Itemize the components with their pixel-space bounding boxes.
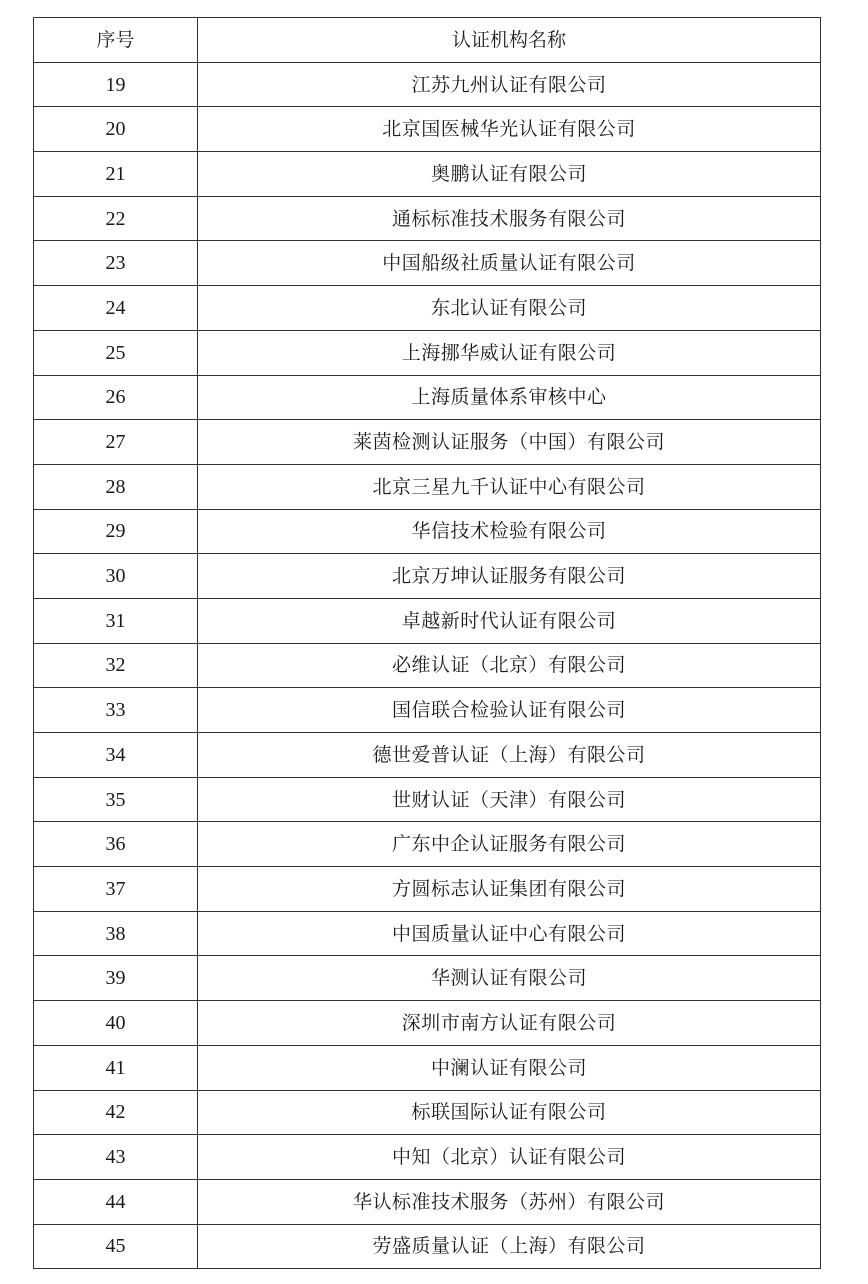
row-organization-name: 北京万坤认证服务有限公司 <box>198 554 821 599</box>
row-organization-name: 莱茵检测认证服务（中国）有限公司 <box>198 420 821 465</box>
table-row <box>34 286 821 331</box>
table-row <box>34 464 821 509</box>
row-organization-name: 标联国际认证有限公司 <box>198 1090 821 1135</box>
row-organization-name: 华信技术检验有限公司 <box>198 509 821 554</box>
table-row <box>34 911 821 956</box>
table-row <box>34 1224 821 1269</box>
table-row <box>34 1135 821 1180</box>
table-row <box>34 420 821 465</box>
row-organization-name: 必维认证（北京）有限公司 <box>198 643 821 688</box>
row-organization-name: 中国船级社质量认证有限公司 <box>198 241 821 286</box>
row-number: 26 <box>34 375 198 420</box>
table-row <box>34 688 821 733</box>
document-page <box>33 17 820 1269</box>
row-number: 38 <box>34 911 198 956</box>
table-row <box>34 1001 821 1046</box>
table-row <box>34 822 821 867</box>
row-number: 21 <box>34 152 198 197</box>
table-row <box>34 196 821 241</box>
table-row <box>34 107 821 152</box>
row-organization-name: 中澜认证有限公司 <box>198 1045 821 1090</box>
row-number: 44 <box>34 1179 198 1224</box>
row-number: 42 <box>34 1090 198 1135</box>
table-row <box>34 733 821 778</box>
row-organization-name: 北京三星九千认证中心有限公司 <box>198 464 821 509</box>
row-number: 40 <box>34 1001 198 1046</box>
row-number: 41 <box>34 1045 198 1090</box>
row-organization-name: 江苏九州认证有限公司 <box>198 62 821 107</box>
row-number: 24 <box>34 286 198 331</box>
row-number: 33 <box>34 688 198 733</box>
row-number: 31 <box>34 598 198 643</box>
table-row <box>34 330 821 375</box>
table-row <box>34 1179 821 1224</box>
row-number: 28 <box>34 464 198 509</box>
row-organization-name: 德世爱普认证（上海）有限公司 <box>198 733 821 778</box>
table-row <box>34 241 821 286</box>
row-organization-name: 广东中企认证服务有限公司 <box>198 822 821 867</box>
row-number: 36 <box>34 822 198 867</box>
row-organization-name: 深圳市南方认证有限公司 <box>198 1001 821 1046</box>
row-organization-name: 方圆标志认证集团有限公司 <box>198 867 821 912</box>
table-row <box>34 375 821 420</box>
row-number: 45 <box>34 1224 198 1269</box>
certification-body-table <box>33 17 821 1269</box>
row-organization-name: 卓越新时代认证有限公司 <box>198 598 821 643</box>
table-row <box>34 152 821 197</box>
table-row <box>34 62 821 107</box>
row-number: 32 <box>34 643 198 688</box>
row-organization-name: 世财认证（天津）有限公司 <box>198 777 821 822</box>
header-number: 序号 <box>34 18 198 63</box>
row-organization-name: 中知（北京）认证有限公司 <box>198 1135 821 1180</box>
row-organization-name: 中国质量认证中心有限公司 <box>198 911 821 956</box>
row-organization-name: 上海质量体系审核中心 <box>198 375 821 420</box>
header-name: 认证机构名称 <box>198 18 821 63</box>
table-row <box>34 643 821 688</box>
table-row <box>34 554 821 599</box>
row-number: 34 <box>34 733 198 778</box>
row-organization-name: 通标标准技术服务有限公司 <box>198 196 821 241</box>
table-row <box>34 509 821 554</box>
row-organization-name: 东北认证有限公司 <box>198 286 821 331</box>
table-row <box>34 777 821 822</box>
row-number: 35 <box>34 777 198 822</box>
row-number: 27 <box>34 420 198 465</box>
row-number: 22 <box>34 196 198 241</box>
row-organization-name: 奥鹏认证有限公司 <box>198 152 821 197</box>
row-number: 23 <box>34 241 198 286</box>
row-organization-name: 华测认证有限公司 <box>198 956 821 1001</box>
row-number: 20 <box>34 107 198 152</box>
row-organization-name: 北京国医械华光认证有限公司 <box>198 107 821 152</box>
row-number: 30 <box>34 554 198 599</box>
row-number: 39 <box>34 956 198 1001</box>
table-row <box>34 1045 821 1090</box>
row-organization-name: 上海挪华威认证有限公司 <box>198 330 821 375</box>
table-row <box>34 867 821 912</box>
row-organization-name: 国信联合检验认证有限公司 <box>198 688 821 733</box>
row-organization-name: 劳盛质量认证（上海）有限公司 <box>198 1224 821 1269</box>
table-row <box>34 956 821 1001</box>
row-number: 19 <box>34 62 198 107</box>
row-number: 43 <box>34 1135 198 1180</box>
row-number: 37 <box>34 867 198 912</box>
table-header-row <box>34 18 821 63</box>
row-organization-name: 华认标准技术服务（苏州）有限公司 <box>198 1179 821 1224</box>
row-number: 29 <box>34 509 198 554</box>
table-row <box>34 1090 821 1135</box>
table-row <box>34 598 821 643</box>
row-number: 25 <box>34 330 198 375</box>
table-body <box>34 62 821 1269</box>
